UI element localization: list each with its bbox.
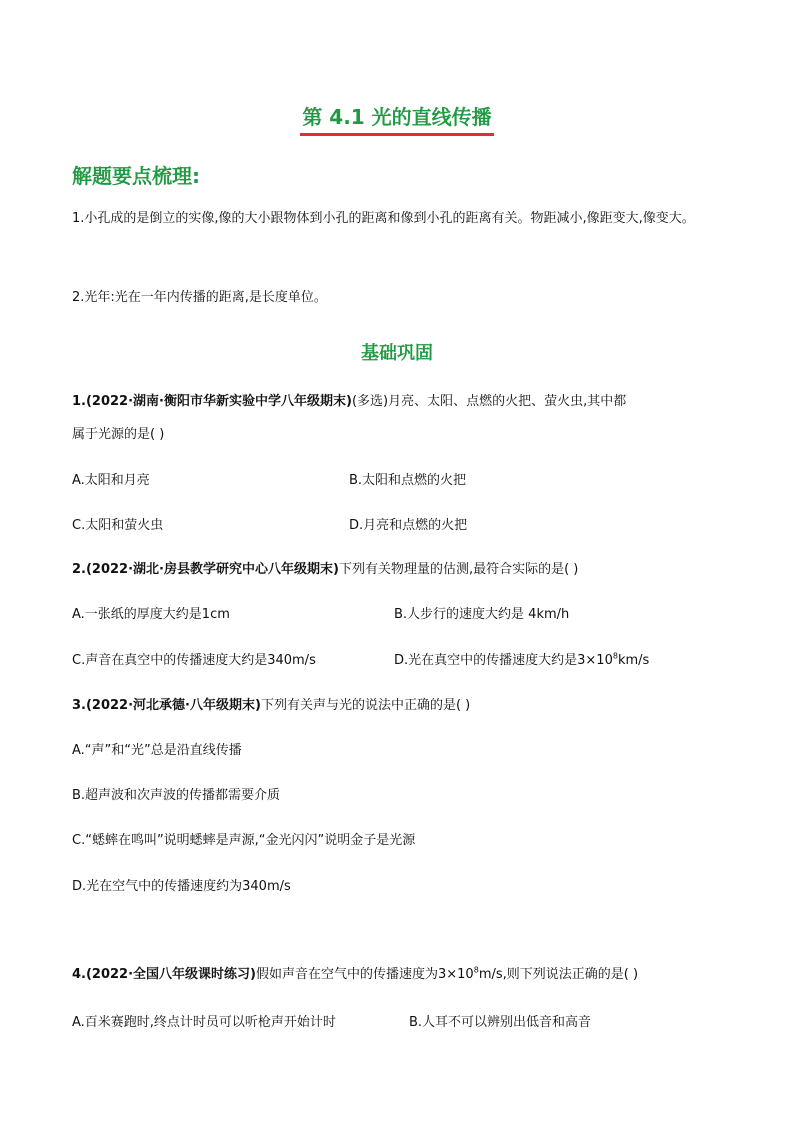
question-2-number: 2.	[72, 562, 86, 577]
question-4-source: (2022·全国八年级课时练习)	[85, 967, 256, 982]
question-3-number: 3.	[72, 698, 86, 713]
question-1-option-a: A.太阳和月亮	[72, 473, 150, 488]
question-1-number: 1.	[72, 394, 86, 409]
question-4-number: 4.	[72, 967, 86, 982]
page-title-text: 第 4.1 光的直线传播	[300, 101, 493, 136]
question-2-option-b: B.人步行的速度大约是 4km/h	[394, 607, 570, 622]
question-3-line-1	[72, 694, 470, 713]
question-1-line-1	[72, 390, 626, 409]
question-2-stem: 下列有关物理量的估测,最符合实际的是( )	[338, 562, 579, 577]
question-1-source: (2022·湖南·衡阳市华新实验中学八年级期末)	[85, 394, 352, 409]
question-2-option-a: A.一张纸的厚度大约是1cm	[72, 607, 230, 622]
question-3-option-a: A.“声”和“光”总是沿直线传播	[72, 743, 242, 758]
question-4-line-1	[72, 963, 638, 982]
key-point-2: 2.光年:光在一年内传播的距离,是长度单位。	[72, 290, 327, 305]
question-1-option-c: C.太阳和萤火虫	[72, 518, 164, 533]
question-1-option-b: B.太阳和点燃的火把	[349, 473, 467, 488]
page-title	[0, 101, 794, 136]
question-4-stem-pre: 假如声音在空气中的传播速度为3×10	[256, 967, 474, 982]
question-2-option-d-text: D.光在真空中的传播速度大约是3×10	[394, 653, 613, 668]
question-2-option-d-unit: km/s	[617, 653, 650, 668]
question-4-stem-post: m/s,则下列说法正确的是( )	[478, 967, 639, 982]
question-3-stem: 下列有关声与光的说法中正确的是( )	[260, 698, 471, 713]
question-1-stem: (多选)月亮、太阳、点燃的火把、萤火虫,其中都	[351, 394, 627, 409]
question-2-option-c: C.声音在真空中的传播速度大约是340m/s	[72, 653, 316, 668]
question-4-option-a: A.百米赛跑时,终点计时员可以听枪声开始计时	[72, 1015, 336, 1030]
question-3-option-d: D.光在空气中的传播速度约为340m/s	[72, 879, 291, 894]
question-3-source: (2022·河北承德·八年级期末)	[85, 698, 261, 713]
question-2-line-1	[72, 558, 578, 577]
key-point-1: 1.小孔成的是倒立的实像,像的大小跟物体到小孔的距离和像到小孔的距离有关。物距减小,像距变大,像变大。	[72, 211, 695, 226]
basics-heading: 基础巩固	[361, 343, 433, 364]
question-2-option-d-exponent: 8	[612, 651, 618, 661]
question-2-option-d	[394, 649, 649, 668]
question-4-stem-exponent: 8	[473, 965, 479, 975]
question-1-line-2: 属于光源的是( )	[72, 427, 165, 442]
question-3-option-c: C.“蟋蟀在鸣叫”说明蟋蟀是声源,“金光闪闪”说明金子是光源	[72, 833, 416, 848]
question-4-option-b: B.人耳不可以辨别出低音和高音	[409, 1015, 592, 1030]
section-heading: 解题要点梳理:	[72, 164, 200, 188]
question-1-option-d: D.月亮和点燃的火把	[349, 518, 468, 533]
question-2-source: (2022·湖北·房县教学研究中心八年级期末)	[85, 562, 339, 577]
question-3-option-b: B.超声波和次声波的传播都需要介质	[72, 788, 281, 803]
